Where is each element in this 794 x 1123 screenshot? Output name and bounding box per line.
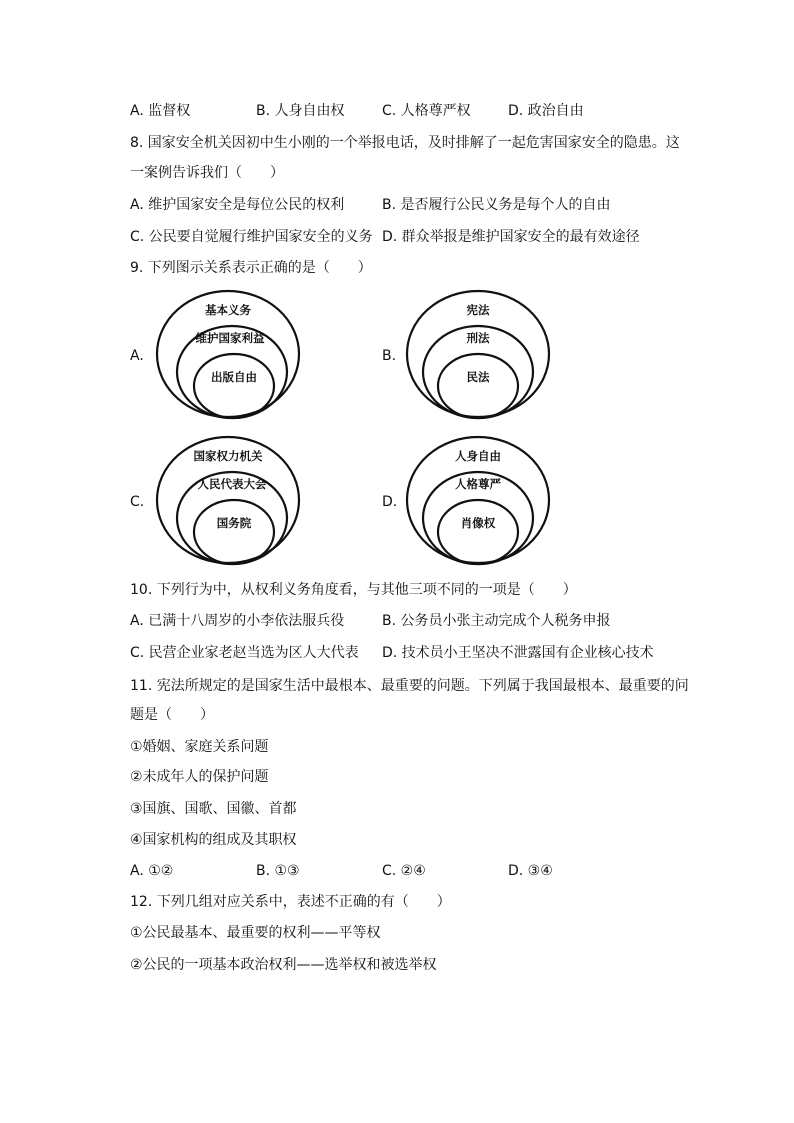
- q10-option-b: B. 公务员小张主动完成个人税务申报: [382, 613, 611, 629]
- inner-label: 国务院: [216, 516, 252, 530]
- middle-label: 人格尊严: [455, 477, 501, 491]
- q11-item-3: ③国旗、国歌、国徽、首都: [130, 801, 297, 817]
- q11-stem-line1: 11. 宪法所规定的是国家生活中最根本、最重要的问题。下列属于我国最根本、最重要的问: [130, 678, 689, 694]
- inner-ring: [438, 354, 518, 418]
- inner-label: 民法: [466, 370, 490, 384]
- q11-option-d: D. ③④: [508, 863, 553, 879]
- middle-label: 维护国家利益: [195, 331, 265, 345]
- q8-option-b: B. 是否履行公民义务是每个人的自由: [382, 197, 611, 213]
- q7-option-a: A. 监督权: [130, 103, 191, 119]
- q9-diagram-b: [404, 288, 552, 422]
- q9-diagram-d: [404, 434, 552, 568]
- inner-label: 出版自由: [211, 370, 257, 384]
- q10-option-d: D. 技术员小王坚决不泄露国有企业核心技术: [382, 645, 654, 661]
- q11-stem-line2: 题是（ ）: [130, 707, 214, 723]
- outer-label: 人身自由: [455, 449, 501, 463]
- q9-diagram-a: [154, 288, 302, 422]
- q12-stem: 12. 下列几组对应关系中，表述不正确的有（ ）: [130, 894, 451, 910]
- q10-stem: 10. 下列行为中，从权利义务角度看，与其他三项不同的一项是（ ）: [130, 582, 577, 598]
- q7-option-d: D. 政治自由: [508, 103, 584, 119]
- q8-option-d: D. 群众举报是维护国家安全的最有效途径: [382, 229, 640, 245]
- q9-option-c-label: C.: [130, 494, 145, 510]
- q8-stem-line2: 一案例告诉我们（ ）: [130, 165, 284, 181]
- q8-option-a: A. 维护国家安全是每位公民的权利: [130, 197, 345, 213]
- q9-option-b-label: B.: [382, 348, 397, 364]
- inner-ring: [438, 500, 518, 564]
- middle-label: 人民代表大会: [197, 477, 267, 491]
- q11-option-b: B. ①③: [256, 863, 300, 879]
- inner-ring: [194, 354, 274, 418]
- q7-option-b: B. 人身自由权: [256, 103, 345, 119]
- inner-label: 肖像权: [460, 516, 496, 530]
- q11-item-1: ①婚姻、家庭关系问题: [130, 739, 269, 755]
- q8-option-c: C. 公民要自觉履行维护国家安全的义务: [130, 229, 373, 245]
- outer-label: 基本义务: [205, 303, 251, 317]
- outer-label: 宪法: [466, 303, 490, 317]
- inner-ring: [194, 500, 274, 564]
- q10-option-a: A. 已满十八周岁的小李依法服兵役: [130, 613, 345, 629]
- q9-option-a-label: A.: [130, 348, 144, 364]
- q12-item-1: ①公民最基本、最重要的权利——平等权: [130, 925, 381, 941]
- q10-option-c: C. 民营企业家老赵当选为区人大代表: [130, 645, 359, 661]
- q8-stem-line1: 8. 国家安全机关因初中生小刚的一个举报电话，及时排解了一起危害国家安全的隐患。这: [130, 135, 680, 151]
- q11-item-4: ④国家机构的组成及其职权: [130, 832, 297, 848]
- q9-stem: 9. 下列图示关系表示正确的是（ ）: [130, 260, 372, 276]
- outer-label: 国家权力机关: [193, 449, 263, 463]
- q9-diagram-c: [154, 434, 302, 568]
- q11-option-a: A. ①②: [130, 863, 174, 879]
- q11-option-c: C. ②④: [382, 863, 426, 879]
- middle-label: 刑法: [466, 331, 490, 345]
- q11-item-2: ②未成年人的保护问题: [130, 769, 269, 785]
- q7-option-c: C. 人格尊严权: [382, 103, 471, 119]
- q9-option-d-label: D.: [382, 494, 398, 510]
- q12-item-2: ②公民的一项基本政治权利——选举权和被选举权: [130, 957, 437, 973]
